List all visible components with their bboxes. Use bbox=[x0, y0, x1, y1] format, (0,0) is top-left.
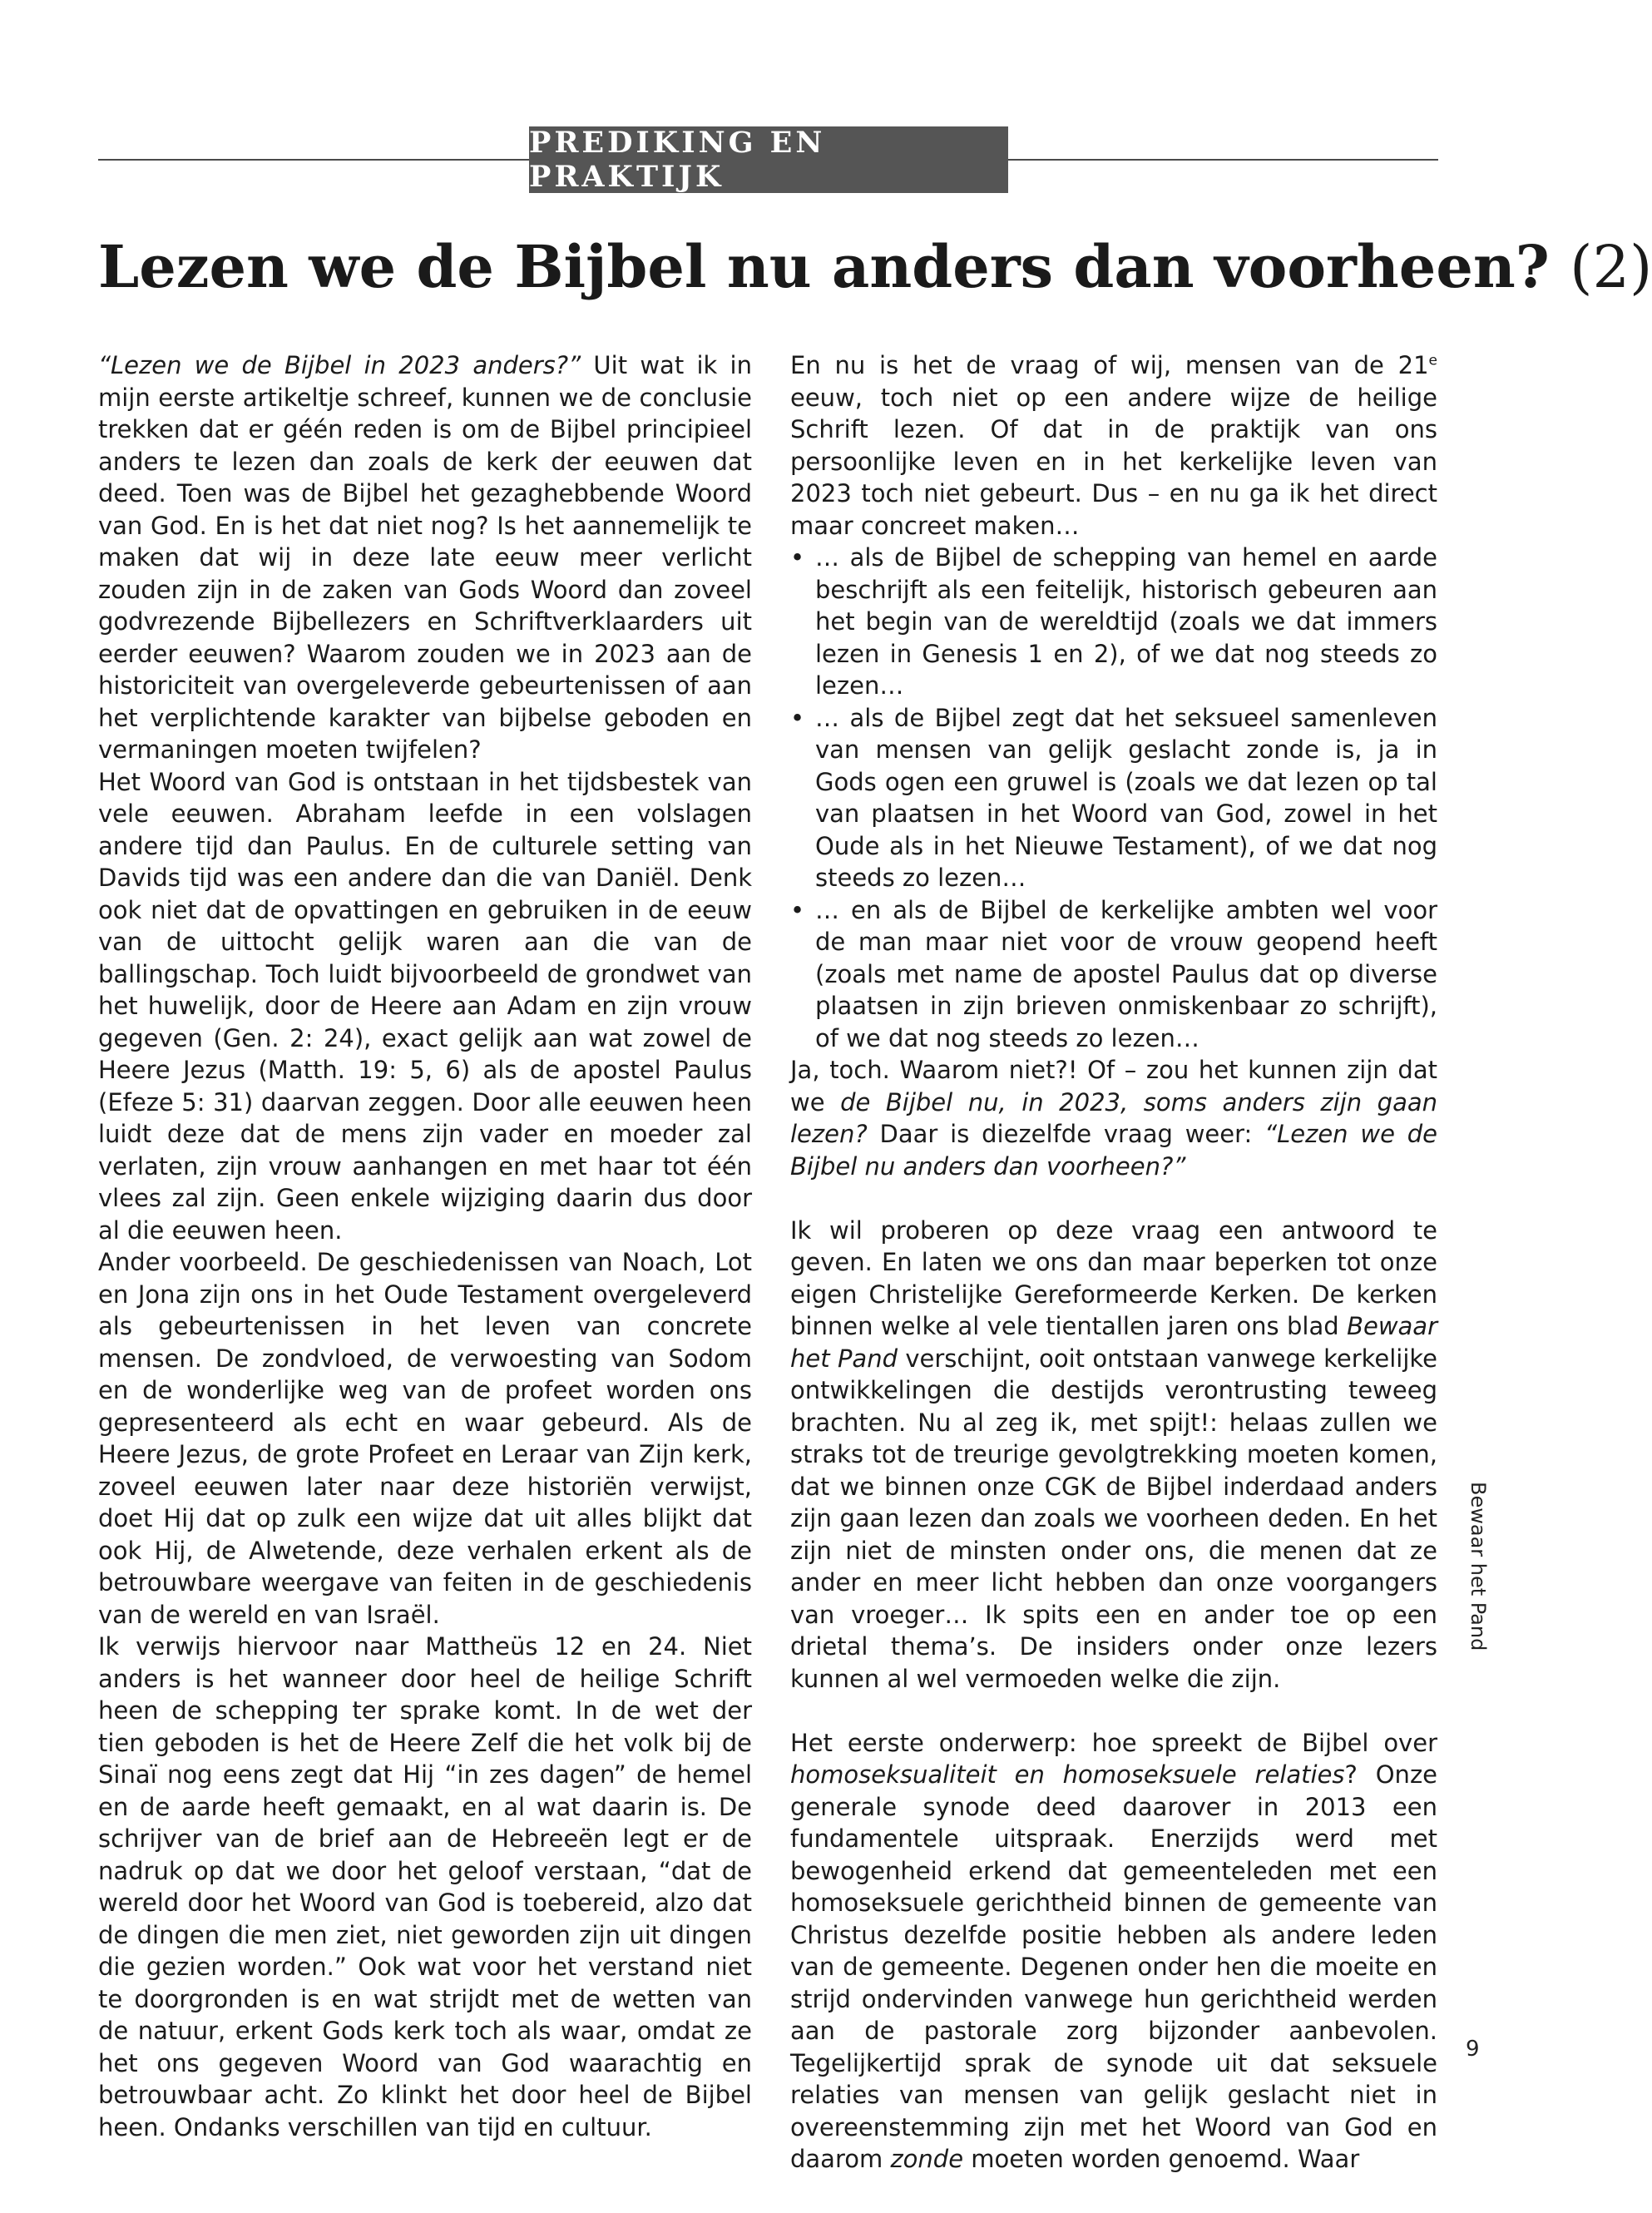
emphasis: homoseksualiteit en homoseksuele relaties bbox=[790, 1760, 1345, 1789]
paragraph-text: verschijnt, ooit ontstaan vanwege kerkelijke ontwikkelingen die destijds verontrusting teweeg brachten. Nu al zeg ik, met spijt!: helaas zullen we straks tot de treurige gevolgtrekking moeten komen, dat we binnen onze CGK de Bijbel inderdaad anders zijn gaan lezen dan zoals we voorheen deden. En het zijn niet de minsten onder ons, die menen dat ze ander en meer licht hebben dan onze voorgangers van vroeger… Ik spits een en ander toe op een drietal thema’s. De insiders onder onze lezers kunnen al wel vermoeden welke die zijn. bbox=[790, 1344, 1438, 1693]
article-title-part: (2) bbox=[1570, 233, 1652, 301]
section-label: PREDIKING EN PRAKTIJK bbox=[529, 126, 1008, 193]
emphasis: “Lezen we de Bijbel nu anders dan voorheen?” bbox=[790, 1120, 1437, 1181]
right-column bbox=[790, 349, 1437, 2176]
paragraph-text: Het eerste onderwerp: hoe spreekt de Bijbel over bbox=[790, 1728, 1437, 1757]
left-column bbox=[98, 349, 752, 2143]
bullet-item: • … als de Bijbel zegt dat het seksueel samenleven van mensen van gelijk geslacht zonde is, ja in Gods ogen een gruwel is (zoals we dat lezen op tal van plaatsen in het Woord van God, zowel in het Oude als in het Nieuwe Testament), of we dat nog steeds zo lezen… bbox=[790, 702, 1437, 894]
superscript: e bbox=[1428, 352, 1437, 369]
paragraph-text: Ik wil proberen op deze vraag een antwoord te geven. En laten we ons dan maar beperken tot onze eigen Christelijke Gereformeerde Kerken. De kerken binnen welke al vele tientallen jaren ons blad bbox=[790, 1215, 1437, 1340]
paragraph bbox=[790, 1727, 1437, 2176]
magazine-sidebar-text: Bewaar het Pand bbox=[1467, 1482, 1490, 1651]
emphasis: de Bijbel nu, in 2023, soms anders zijn gaan lezen? bbox=[790, 1087, 1438, 1148]
bullet-list bbox=[790, 542, 1437, 1054]
article-title bbox=[98, 226, 1652, 308]
header-rule-right bbox=[1008, 159, 1438, 161]
header-rule-left bbox=[98, 159, 529, 161]
magazine-sidebar bbox=[1462, 1438, 1494, 1696]
paragraph-text: Daar is diezelfde vraag weer: bbox=[867, 1120, 1265, 1148]
paragraph bbox=[98, 349, 752, 766]
paragraph-text: Ja, toch. Waarom niet?! Of – zou het kunnen zijn dat we bbox=[790, 1056, 1437, 1116]
paragraph bbox=[790, 1054, 1437, 1182]
bullet-item: • … en als de Bijbel de kerkelijke ambten wel voor de man maar niet voor de vrouw geopend heeft (zoals met name de apostel Paulus dat op diverse plaatsen in zijn brieven onmiskenbaar zo schrijft), of we dat nog steeds zo lezen… bbox=[790, 894, 1437, 1055]
paragraph: Ik verwijs hiervoor naar Mattheüs 12 en 24. Niet anders is het wanneer door heel de heilige Schrift heen de schepping ter sprake komt. In de wet der tien geboden is het de Heere Zelf die het volk bij de Sinaï nog eens zegt dat Hij “in zes dagen” de hemel en de aarde heeft gemaakt, en al wat daarin is. De schrijver van de brief aan de Hebreeën legt er de nadruk op dat we door het geloof verstaan, “dat de wereld door het Woord van God is toebereid, alzo dat de dingen die men ziet, niet geworden zijn uit dingen die gezien worden.” Ook wat voor het verstand niet te doorgronden is en wat strijdt met de wetten van de natuur, erkent Gods kerk toch als waar, omdat ze het ons gegeven Woord van God waarachtig en betrouwbaar acht. Zo klinkt het door heel de Bijbel heen. Ondanks verschillen van tijd en cultuur. bbox=[98, 1632, 752, 2141]
paragraph-text: Uit wat ik in mijn eerste artikeltje schreef, kunnen we de conclusie trekken dat er géén reden is om de Bijbel principieel anders te lezen dan zoals de kerk der eeuwen dat deed. Toen was de Bijbel het gezaghebbende Woord van God. En is het dat niet nog? Is het aannemelijk te maken dat wij in deze late eeuw meer verlicht zouden zijn in de zaken van Gods Woord dan zoveel godvrezende Bijbellezers en Schriftverklaarders uit eerder eeuwen? Waarom zouden we in 2023 aan de historiciteit van overgeleverde gebeurtenissen of aan het verplichtende karakter van bijbelse geboden en vermaningen moeten twijfelen? bbox=[98, 351, 752, 764]
article-title-main: Lezen we de Bijbel nu anders dan voorheen? bbox=[98, 232, 1550, 301]
paragraph: Ander voorbeeld. De geschiedenissen van Noach, Lot en Jona zijn ons in het Oude Testament overgeleverd als gebeurtenissen in het leven van concrete mensen. De zondvloed, de verwoesting van Sodom en de wonderlijke weg van de profeet worden ons gepresenteerd als echt en waar gebeurd. Als de Heere Jezus, de grote Profeet en Leraar van Zijn kerk, zoveel eeuwen later naar deze historiën verwijst, doet Hij dat op zulk een wijze dat uit alles blijkt dat ook Hij, de Alwetende, deze verhalen erkent als de betrouwbare weergave van feiten in de geschiedenis van de wereld en van Israël. bbox=[98, 1248, 752, 1629]
magazine-name: Bewaar het Pand bbox=[790, 1312, 1437, 1373]
emphasis: zonde bbox=[890, 2145, 964, 2173]
page-number: 9 bbox=[1466, 2037, 1480, 2062]
bullet-item: • … als de Bijbel de schepping van hemel en aarde beschrijft als een feitelijk, historisch gebeuren aan het begin van de wereldtijd (zoals we dat immers lezen in Genesis 1 en 2), of we dat nog steeds zo lezen… bbox=[790, 542, 1437, 702]
paragraph-text: En nu is het de vraag of wij, mensen van de 21 bbox=[790, 351, 1429, 379]
paragraph bbox=[790, 1215, 1437, 1696]
opening-quote: “Lezen we de Bijbel in 2023 anders?” bbox=[98, 351, 581, 379]
paragraph bbox=[790, 349, 1437, 542]
paragraph-text: moeten worden genoemd. Waar bbox=[963, 2145, 1360, 2173]
paragraph-text: ? Onze generale synode deed daarover in 2013 een fundamentele uitspraak. Enerzijds werd met bewogenheid erkend dat gemeenteleden met een homoseksuele gerichtheid binnen de gemeente van Christus dezelfde positie hebben als andere leden van de gemeente. Degenen onder hen die moeite en strijd ondervinden vanwege hun gerichtheid werden aan de pastorale zorg bijzonder aanbevolen. Tegelijkertijd sprak de synode uit dat seksuele relaties van mensen van gelijk geslacht niet in overeenstemming zijn met het Woord van God en daarom bbox=[790, 1760, 1438, 2173]
paragraph-text: eeuw, toch niet op een andere wijze de heilige Schrift lezen. Of dat in de praktijk van ons persoonlijke leven en in het kerkelijke leven van 2023 toch niet gebeurt. Dus – en nu ga ik het direct maar concreet maken… bbox=[790, 383, 1437, 540]
paragraph: Het Woord van God is ontstaan in het tijdsbestek van vele eeuwen. Abraham leefde in een volslagen andere tijd dan Paulus. En de culturele setting van Davids tijd was een andere dan die van Daniël. Denk ook niet dat de opvattingen en gebruiken in de eeuw van de uittocht gelijk waren aan die van de ballingschap. Toch luidt bijvoorbeeld de grondwet van het huwelijk, door de Heere aan Adam en zijn vrouw gegeven (Gen. 2: 24), exact gelijk aan wat zowel de Heere Jezus (Matth. 19: 5, 6) als de apostel Paulus (Efeze 5: 31) daarvan zeggen. Door alle eeuwen heen luidt deze dat de mens zijn vader en moeder zal verlaten, zijn vrouw aanhangen en met haar tot één vlees zal zijn. Geen enkele wijziging daarin dus door al die eeuwen heen. bbox=[98, 767, 752, 1245]
